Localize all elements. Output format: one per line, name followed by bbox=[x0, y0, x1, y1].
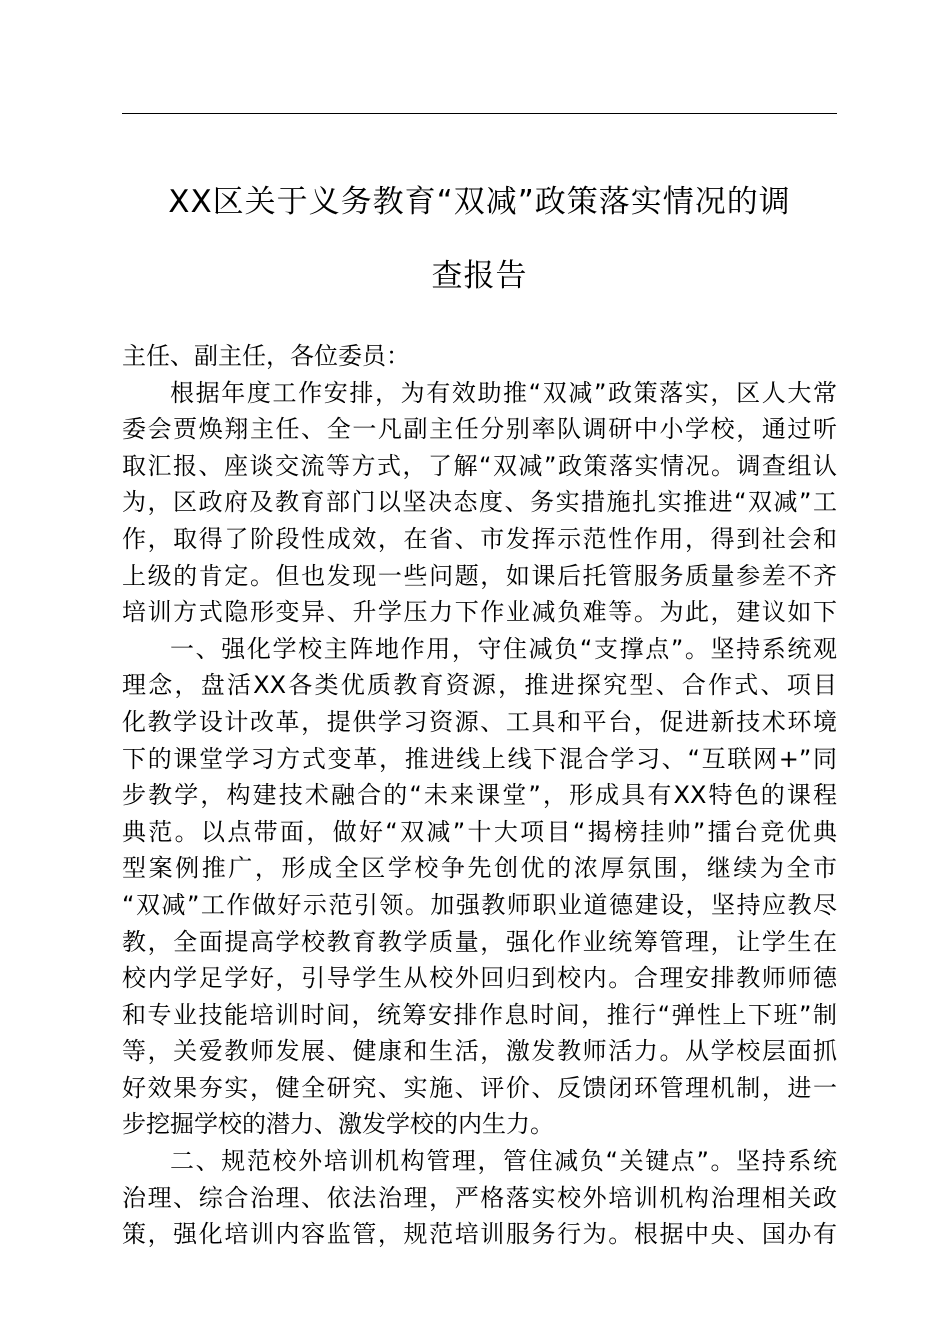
header-rule bbox=[122, 113, 837, 114]
document-title bbox=[122, 165, 837, 313]
paragraph-line: 校内学足学好，引导学生从校外回归到校内。合理安排教师师德 bbox=[122, 964, 837, 993]
paragraph-line: 委会贾焕翔主任、全一凡副主任分别率队调研中小学校，通过听 bbox=[122, 415, 837, 444]
paragraph-line: 一、强化学校主阵地作用，守住减负“支撑点”。坚持系统观 bbox=[170, 634, 837, 663]
paragraph-line: “双减”工作做好示范引领。加强教师职业道德建设，坚持应教尽 bbox=[122, 890, 837, 919]
salutation: 主任、副主任，各位委员： bbox=[122, 342, 410, 370]
paragraph-line: 化教学设计改革，提供学习资源、工具和平台，促进新技术环境 bbox=[122, 707, 837, 736]
paragraph-line: 根据年度工作安排，为有效助推“双减”政策落实，区人大常 bbox=[170, 378, 837, 407]
paragraph-line: 教，全面提高学校教育教学质量，强化作业统筹管理，让学生在 bbox=[122, 927, 837, 956]
paragraph-line: 等，关爱教师发展、健康和生活，激发教师活力。从学校层面抓 bbox=[122, 1037, 837, 1066]
title-line: XX区关于义务教育“双减”政策落实情况的调 bbox=[168, 184, 791, 220]
paragraph-line: 好效果夯实，健全研究、实施、评价、反馈闭环管理机制，进一 bbox=[122, 1073, 837, 1102]
document-body bbox=[122, 338, 837, 1253]
paragraph-line: 策，强化培训内容监管，规范培训服务行为。根据中央、国办有 bbox=[122, 1220, 837, 1249]
paragraph-line: 作，取得了阶段性成效，在省、市发挥示范性作用，得到社会和 bbox=[122, 524, 837, 553]
paragraph-line: 步教学，构建技术融合的“未来课堂”，形成具有XX特色的课程 bbox=[122, 781, 837, 810]
paragraph-line: 二、规范校外培训机构管理，管住减负“关键点”。坚持系统 bbox=[170, 1147, 837, 1176]
paragraph-line: 典范。以点带面，做好“双减”十大项目“揭榜挂帅”擂台竞优典 bbox=[122, 817, 837, 846]
paragraph-line: 型案例推广，形成全区学校争先创优的浓厚氛围，继续为全市 bbox=[122, 854, 837, 883]
paragraph-line: 下的课堂学习方式变革，推进线上线下混合学习、“互联网+”同 bbox=[122, 744, 837, 773]
paragraph-line: 取汇报、座谈交流等方式，了解“双减”政策落实情况。调查组认 bbox=[122, 451, 837, 480]
paragraph-line: 培训方式隐形变异、升学压力下作业减负难等。为此，建议如下 bbox=[122, 598, 837, 627]
title-line: 查报告 bbox=[431, 258, 528, 294]
paragraph-line: 治理、综合治理、依法治理，严格落实校外培训机构治理相关政 bbox=[122, 1183, 837, 1212]
paragraph-line: 上级的肯定。但也发现一些问题，如课后托管服务质量参差不齐 bbox=[122, 561, 837, 590]
paragraph-line: 理念，盘活XX各类优质教育资源，推进探究型、合作式、项目 bbox=[122, 671, 837, 700]
paragraph-line: 和专业技能培训时间，统筹安排作息时间，推行“弹性上下班”制 bbox=[122, 1000, 837, 1029]
paragraph-line: 为，区政府及教育部门以坚决态度、务实措施扎实推进“双减”工 bbox=[122, 488, 837, 517]
paragraph-line: 步挖掘学校的潜力、激发学校的内生力。 bbox=[122, 1110, 554, 1139]
